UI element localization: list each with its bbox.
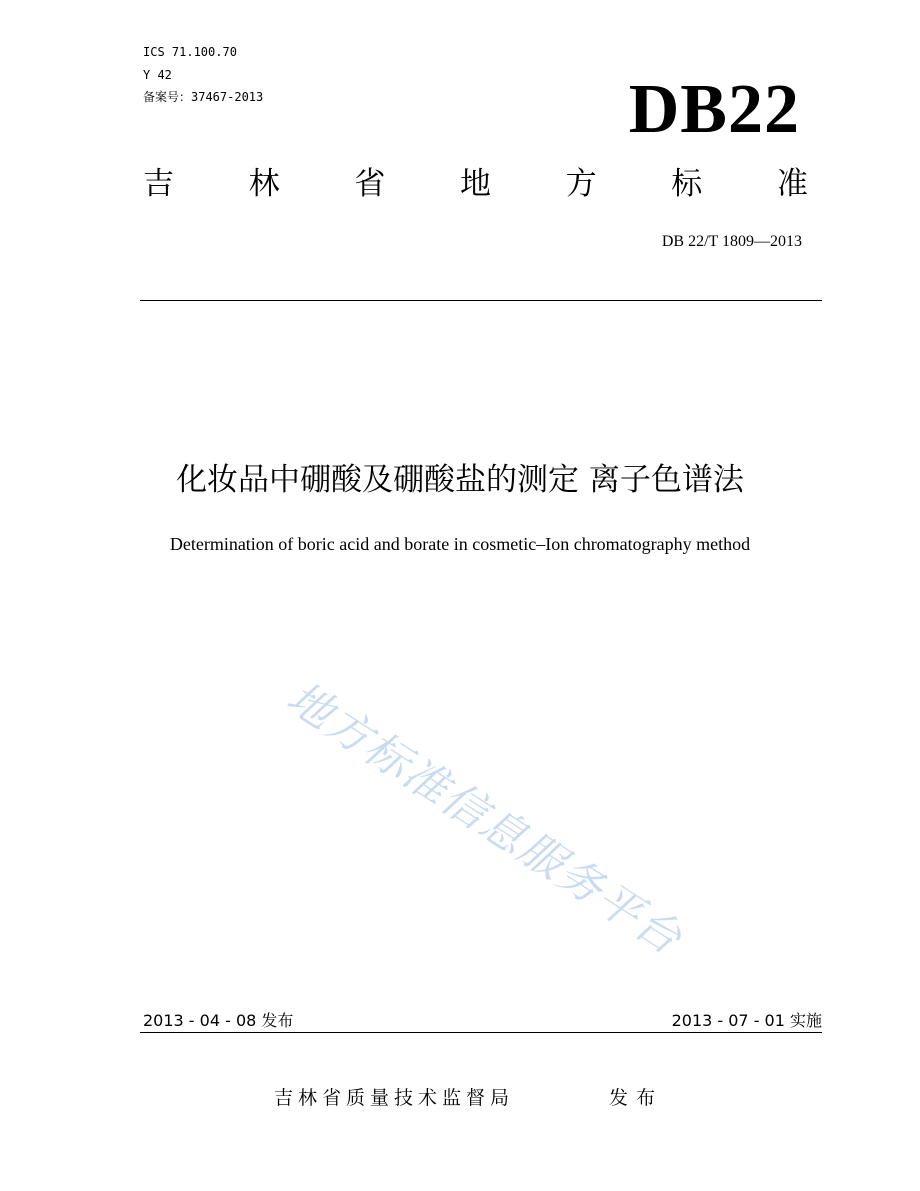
standard-type-char: 吉	[143, 166, 174, 202]
standard-type-heading	[143, 164, 808, 204]
db22-logo: DB22	[628, 71, 800, 148]
standard-type-char: 准	[776, 166, 808, 202]
standard-type-char: 林	[248, 166, 280, 202]
implementation-date: 2013 - 07 - 01 实施	[671, 1011, 822, 1030]
watermark: 地方标准信息服务平台	[277, 672, 692, 966]
standard-type-char: 地	[459, 166, 491, 202]
standard-type-char: 省	[354, 166, 386, 202]
classification-code: Y 42	[143, 68, 172, 82]
standard-number: DB 22/T 1809—2013	[661, 233, 802, 250]
standard-type-char: 标	[671, 166, 703, 202]
issue-date: 2013 - 04 - 08 发布	[143, 1011, 294, 1030]
footer-divider	[140, 1032, 822, 1033]
header-divider	[140, 300, 822, 301]
issued-label: 发布	[609, 1087, 664, 1109]
issuing-authority: 吉林省质量技术监督局	[274, 1087, 515, 1109]
title-english: Determination of boric acid and borate in cosmetic–Ion chromatography method	[169, 534, 751, 554]
title-chinese: 化妆品中硼酸及硼酸盐的测定 离子色谱法	[176, 462, 744, 498]
ics-code: ICS 71.100.70	[143, 45, 237, 59]
record-number: 备案号：37467-2013	[143, 90, 264, 104]
standard-type-char: 方	[565, 166, 597, 202]
